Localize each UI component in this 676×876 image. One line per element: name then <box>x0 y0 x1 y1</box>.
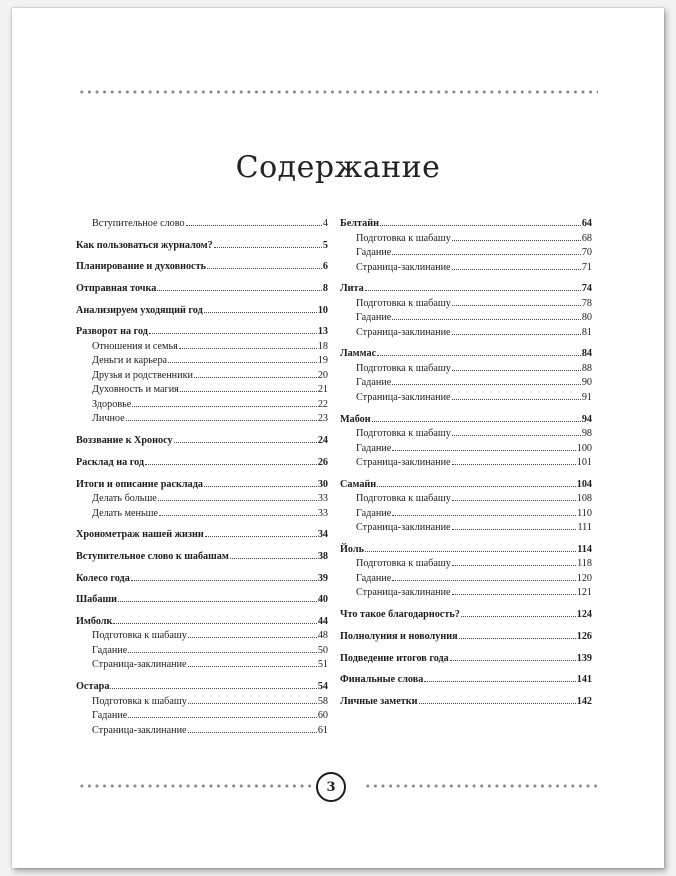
toc-entry-page: 50 <box>317 644 328 656</box>
toc-entry-label: Страница-заклинание <box>356 261 451 273</box>
dot-leader <box>452 594 576 595</box>
toc-entry-label: Делать меньше <box>92 507 159 519</box>
toc-entry <box>340 608 592 623</box>
toc-entry-page: 68 <box>581 232 592 244</box>
toc-entry-page: 61 <box>317 724 328 736</box>
toc-entry-page: 81 <box>581 326 592 338</box>
toc-subentry <box>76 724 328 739</box>
toc-entry-label: Подготовка к шабашу <box>356 493 451 505</box>
toc-subentry <box>340 427 592 442</box>
toc-subentry <box>76 658 328 673</box>
top-dotted-divider <box>78 90 598 94</box>
toc-subentry <box>340 521 592 536</box>
toc-entry-page: 38 <box>317 550 328 562</box>
toc-entry-page: 91 <box>581 391 592 403</box>
toc-entry <box>76 456 328 471</box>
toc-entry <box>340 413 592 428</box>
toc-entry-page: 118 <box>577 558 592 570</box>
toc-entry <box>340 673 592 688</box>
toc-entry-page: 88 <box>581 362 592 374</box>
toc-entry-page: 64 <box>581 218 592 229</box>
dot-leader <box>158 500 317 501</box>
toc-entry-page: 114 <box>577 543 592 555</box>
toc-entry-page: 100 <box>576 442 592 454</box>
toc-entry-label: Страница-заклинание <box>92 724 187 736</box>
dot-leader <box>204 486 317 487</box>
dot-leader <box>365 551 576 552</box>
toc-entry-label: Гадание <box>356 377 392 389</box>
toc-entry-label: Разворот на год <box>76 326 148 338</box>
toc-entry-label: Финальные слова <box>340 674 424 686</box>
dot-leader <box>126 420 317 421</box>
toc-subentry <box>340 442 592 457</box>
toc-entry-label: Что такое благодарность? <box>340 609 460 621</box>
dot-leader <box>194 377 317 378</box>
toc-entry-label: Гадание <box>356 247 392 258</box>
dot-leader <box>452 269 581 270</box>
dot-leader <box>452 370 581 371</box>
toc-entry-page: 110 <box>577 507 592 519</box>
toc-entry-page: 8 <box>322 283 328 295</box>
toc-entry-label: Гадание <box>356 507 392 519</box>
toc-entry-page: 90 <box>581 377 592 389</box>
toc-entry-page: 44 <box>317 615 328 627</box>
toc-entry-page: 121 <box>576 587 592 599</box>
toc-entry-label: Анализируем уходящий год <box>76 304 203 316</box>
dot-leader <box>188 637 317 638</box>
toc-entry-page: 33 <box>317 507 328 519</box>
toc-entry-label: Подготовка к шабашу <box>356 362 451 374</box>
toc-entry-page: 39 <box>317 572 328 584</box>
dot-leader <box>377 486 576 487</box>
toc-entry-label: Остара <box>76 681 110 693</box>
toc-entry-label: Как пользоваться журналом? <box>76 239 213 251</box>
toc-subentry <box>340 362 592 377</box>
toc-entry-page: 51 <box>317 659 328 671</box>
dot-leader <box>157 290 322 291</box>
toc-entry-label: Подготовка к шабашу <box>356 428 451 440</box>
dot-leader <box>132 406 317 407</box>
dot-leader <box>392 254 581 255</box>
toc-entry-page: 104 <box>576 478 592 490</box>
dot-leader <box>207 268 322 269</box>
toc-entry-label: Подготовка к шабашу <box>356 297 451 309</box>
toc-entry-label: Отправная точка <box>76 283 157 295</box>
toc-subentry <box>340 376 592 391</box>
dot-leader <box>145 464 317 465</box>
dot-leader <box>149 333 317 334</box>
dot-leader <box>452 305 581 306</box>
dot-leader <box>118 601 317 602</box>
toc-subentry <box>76 629 328 644</box>
toc-entry-label: Воззвание к Хроносу <box>76 435 173 447</box>
dot-leader <box>113 623 316 624</box>
toc-entry-page: 126 <box>576 630 592 642</box>
dot-leader <box>377 355 581 356</box>
toc-entry-label: Подготовка к шабашу <box>356 558 451 570</box>
toc-entry-label: Деньги и карьера <box>92 355 168 367</box>
dot-leader <box>459 638 576 639</box>
toc-entry-label: Самайн <box>340 478 377 490</box>
dot-leader <box>174 442 317 443</box>
toc-entry-label: Подведение итогов года <box>340 652 449 664</box>
toc-subentry <box>76 217 328 232</box>
toc-entry-page: 20 <box>317 369 328 381</box>
toc-subentry <box>76 492 328 507</box>
dot-leader <box>205 536 317 537</box>
toc-entry-page: 40 <box>317 594 328 606</box>
toc-entry-label: Духовность и магия <box>92 384 179 396</box>
toc-entry-page: 124 <box>576 609 592 621</box>
dot-leader <box>380 225 581 226</box>
toc-entry-page: 19 <box>317 355 328 367</box>
toc-subentry <box>76 507 328 522</box>
dot-leader <box>452 464 576 465</box>
toc-entry-page: 13 <box>317 326 328 338</box>
toc-subentry <box>340 492 592 507</box>
toc-entry-page: 120 <box>576 572 592 584</box>
toc-entry-label: Личное <box>92 413 125 425</box>
toc-entry-page: 60 <box>317 710 328 722</box>
toc-entry-page: 94 <box>581 413 592 425</box>
toc-entry-label: Гадание <box>356 442 392 454</box>
toc-subentry <box>340 261 592 276</box>
dot-leader <box>392 515 576 516</box>
page-number: 3 <box>326 779 336 795</box>
toc-entry <box>340 478 592 493</box>
toc-entry <box>76 282 328 297</box>
toc-subentry <box>340 572 592 587</box>
toc-entry-label: Лита <box>340 283 364 295</box>
toc-subentry <box>340 297 592 312</box>
toc-subentry <box>340 586 592 601</box>
toc-entry-label: Белтайн <box>340 218 379 229</box>
toc-entry-label: Страница-заклинание <box>356 587 451 599</box>
toc-entry-page: 33 <box>317 493 328 504</box>
toc-subentry <box>340 557 592 572</box>
toc-subentry <box>76 695 328 710</box>
dot-leader <box>452 240 581 241</box>
toc-entry-page: 34 <box>317 529 328 541</box>
toc-entry-page: 26 <box>317 456 328 468</box>
toc-entry-label: Страница-заклинание <box>356 522 451 534</box>
toc-entry <box>76 325 328 340</box>
toc-entry-label: Мабон <box>340 413 371 425</box>
dot-leader <box>392 580 575 581</box>
toc-entry-page: 74 <box>581 283 592 295</box>
toc-subentry <box>340 311 592 326</box>
bottom-dotted-divider-left <box>78 784 314 788</box>
bottom-dotted-divider-right <box>364 784 598 788</box>
toc-entry-label: Вступительное слово к шабашам <box>76 550 229 562</box>
dot-leader <box>452 399 581 400</box>
toc-subentry <box>76 354 328 369</box>
book-page <box>12 8 664 868</box>
toc-entry <box>340 652 592 667</box>
toc-entry-page: 80 <box>581 312 592 324</box>
dot-leader <box>230 558 317 559</box>
dot-leader <box>450 660 576 661</box>
dot-leader <box>452 334 581 335</box>
toc-entry-page: 98 <box>581 428 592 440</box>
toc-entry-page: 108 <box>576 493 592 505</box>
toc-entry-page: 22 <box>317 398 328 410</box>
dot-leader <box>128 717 317 718</box>
dot-leader <box>392 319 581 320</box>
toc-entry <box>340 695 592 710</box>
toc-subentry <box>76 398 328 413</box>
toc-entry-page: 70 <box>581 247 592 258</box>
toc-entry-label: Имболк <box>76 615 113 627</box>
toc-entry <box>340 282 592 297</box>
dot-leader <box>110 688 316 689</box>
toc-entry-label: Гадание <box>356 572 392 584</box>
dot-leader <box>159 515 317 516</box>
toc-subentry <box>340 326 592 341</box>
toc-entry-label: Хронометраж нашей жизни <box>76 529 204 541</box>
dot-leader <box>214 247 322 248</box>
toc-entry <box>76 239 328 254</box>
toc-entry-label: Планирование и духовность <box>76 261 206 273</box>
toc-subentry <box>76 340 328 355</box>
toc-entry <box>76 260 328 275</box>
toc-entry-label: Подготовка к шабашу <box>92 630 187 642</box>
toc-subentry <box>76 369 328 384</box>
toc-entry-label: Подготовка к шабашу <box>356 232 451 244</box>
dot-leader <box>461 616 576 617</box>
toc-entry-label: Подготовка к шабашу <box>92 695 187 707</box>
toc-entry-page: 111 <box>577 522 592 534</box>
toc-entry <box>76 615 328 630</box>
toc-subentry <box>76 412 328 427</box>
toc-entry-label: Гадание <box>92 644 128 656</box>
dot-leader <box>452 529 577 530</box>
toc-subentry <box>340 232 592 247</box>
dot-leader <box>365 290 581 291</box>
toc-entry <box>76 478 328 493</box>
toc-entry-page: 48 <box>317 630 328 642</box>
toc-entry-page: 142 <box>576 695 592 707</box>
toc-entry-label: Друзья и родственники <box>92 369 193 381</box>
toc-entry-page: 6 <box>322 261 328 273</box>
toc-entry-label: Страница-заклинание <box>92 659 187 671</box>
toc-entry-label: Гадание <box>92 710 128 722</box>
toc-entry-label: Ламмас <box>340 348 377 360</box>
toc-entry-label: Шабаши <box>76 594 117 606</box>
toc-entry-label: Йоль <box>340 543 364 555</box>
toc-entry-label: Страница-заклинание <box>356 391 451 403</box>
toc-entry-page: 84 <box>581 348 592 360</box>
dot-leader <box>424 681 575 682</box>
toc-entry <box>76 680 328 695</box>
dot-leader <box>186 225 322 226</box>
toc-entry-page: 71 <box>581 261 592 273</box>
toc-entry-page: 24 <box>317 435 328 447</box>
toc-subentry <box>76 383 328 398</box>
toc-entry-label: Делать больше <box>92 493 157 504</box>
dot-leader <box>452 565 576 566</box>
toc-entry <box>340 630 592 645</box>
toc-entry <box>340 543 592 558</box>
toc-entry <box>76 550 328 565</box>
toc-entry-page: 18 <box>317 340 328 352</box>
toc-entry-page: 4 <box>322 218 328 229</box>
toc-entry-label: Страница-заклинание <box>356 326 451 338</box>
dot-leader <box>452 435 581 436</box>
dot-leader <box>131 580 317 581</box>
dot-leader <box>128 652 317 653</box>
toc-entry-label: Страница-заклинание <box>356 457 451 469</box>
toc-entry-label: Колесо года <box>76 572 130 584</box>
toc-entry-label: Расклад на год <box>76 456 145 468</box>
dot-leader <box>180 391 317 392</box>
toc-entry-page: 78 <box>581 297 592 309</box>
toc-entry-page: 10 <box>317 304 328 316</box>
toc-entry-page: 101 <box>576 457 592 469</box>
toc-subentry <box>340 507 592 522</box>
page-title: Содержание <box>235 150 441 185</box>
toc-subentry <box>76 644 328 659</box>
dot-leader <box>392 384 581 385</box>
dot-leader <box>204 312 317 313</box>
toc-subentry <box>340 246 592 261</box>
toc-subentry <box>340 391 592 406</box>
dot-leader <box>188 703 317 704</box>
toc-entry-page: 139 <box>576 652 592 664</box>
dot-leader <box>188 666 317 667</box>
toc-entry-label: Отношения и семья <box>92 340 178 352</box>
toc-entry-label: Здоровье <box>92 398 132 410</box>
toc-entry-page: 5 <box>322 239 328 251</box>
toc-entry <box>76 593 328 608</box>
toc-subentry <box>340 456 592 471</box>
toc-entry-label: Итоги и описание расклада <box>76 478 203 490</box>
toc-entry-page: 54 <box>317 681 328 693</box>
page-number-badge <box>316 772 346 802</box>
toc-entry <box>76 434 328 449</box>
toc-right-column <box>340 217 592 709</box>
toc-entry <box>76 572 328 587</box>
dot-leader <box>179 348 317 349</box>
toc-entry-label: Гадание <box>356 312 392 324</box>
toc-entry <box>340 347 592 362</box>
dot-leader <box>452 500 576 501</box>
dot-leader <box>372 421 581 422</box>
toc-entry-page: 23 <box>317 413 328 425</box>
toc-entry <box>76 528 328 543</box>
toc-left-column <box>76 217 328 738</box>
toc-entry-label: Вступительное слово <box>92 218 185 229</box>
toc-entry <box>340 217 592 232</box>
toc-entry-page: 141 <box>576 674 592 686</box>
toc-entry <box>76 304 328 319</box>
dot-leader <box>392 450 575 451</box>
dot-leader <box>419 703 576 704</box>
toc-entry-label: Личные заметки <box>340 695 418 707</box>
dot-leader <box>188 732 317 733</box>
toc-entry-label: Полнолуния и новолуния <box>340 630 458 642</box>
toc-subentry <box>76 709 328 724</box>
toc-entry-page: 58 <box>317 695 328 707</box>
dot-leader <box>168 362 317 363</box>
toc-entry-page: 30 <box>317 478 328 490</box>
toc-entry-page: 21 <box>317 384 328 396</box>
